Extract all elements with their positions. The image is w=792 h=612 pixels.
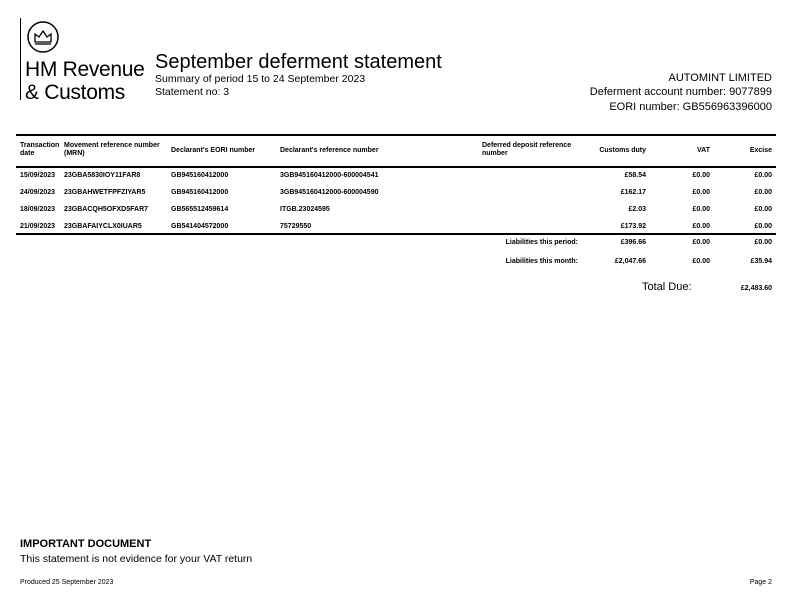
cell-excise: £0.00 [754, 172, 772, 179]
month-label: Liabilities this month: [505, 258, 578, 265]
col-vat: VAT [697, 147, 710, 154]
vat-note: This statement is not evidence for your VAT return [20, 553, 253, 565]
col-mrn: Movement reference number (MRN) [64, 142, 160, 157]
logo-line2: & Customs [25, 81, 125, 104]
period-vat: £0.00 [692, 239, 710, 246]
col-deferred-ref: Deferred deposit reference number [482, 142, 572, 157]
cell-date: 15/09/2023 [20, 172, 56, 179]
cell-eori: GB541404572000 [171, 223, 229, 230]
cell-vat: £0.00 [692, 172, 710, 179]
col-customs: Customs duty [599, 147, 646, 154]
col-decl-ref: Declarant's reference number [280, 147, 379, 154]
cell-customs: £162.17 [620, 189, 646, 196]
cell-excise: £0.00 [754, 223, 772, 230]
total-due: £2,483.60 [740, 285, 772, 292]
cell-excise: £0.00 [754, 189, 772, 196]
cell-vat: £0.00 [692, 189, 710, 196]
divider [16, 134, 776, 136]
cell-customs: £2.03 [628, 206, 646, 213]
cell-customs: £58.54 [624, 172, 646, 179]
cell-date: 24/09/2023 [20, 189, 56, 196]
important-heading: IMPORTANT DOCUMENT [20, 538, 152, 550]
cell-excise: £0.00 [754, 206, 772, 213]
month-vat: £0.00 [692, 258, 710, 265]
period-summary: Summary of period 15 to 24 September 2023 [155, 73, 366, 85]
cell-decl-ref: 75729550 [280, 223, 312, 230]
statement-number: Statement no: 3 [155, 86, 230, 98]
month-excise: £35.94 [750, 258, 772, 265]
cell-vat: £0.00 [692, 206, 710, 213]
cell-mrn: 23GBAFAIYCLX0IUAR5 [64, 223, 142, 230]
period-customs: £396.66 [620, 239, 646, 246]
logo-rule [20, 18, 21, 100]
eori-number: EORI number: GB556963396000 [609, 101, 772, 113]
royal-crest-icon [26, 20, 60, 54]
divider [16, 233, 776, 235]
divider [16, 166, 776, 168]
company-name: AUTOMINT LIMITED [668, 72, 772, 84]
cell-mrn: 23GBAHWETFPFZIYAR5 [64, 189, 146, 196]
cell-decl-ref: ITGB.23024595 [280, 206, 330, 213]
logo-line1: HM Revenue [25, 58, 145, 81]
page-title: September deferment statement [155, 51, 442, 73]
cell-date: 18/09/2023 [20, 206, 56, 213]
month-customs: £2,047.66 [614, 258, 646, 265]
page-number: Page 2 [749, 579, 772, 586]
cell-eori: GB945160412000 [171, 172, 229, 179]
col-excise: Excise [749, 147, 772, 154]
cell-eori: GB945160412000 [171, 189, 229, 196]
period-excise: £0.00 [754, 239, 772, 246]
cell-mrn: 23GBACQH5OFXD5FAR7 [64, 206, 149, 213]
cell-mrn: 23GBA5830IOY11FAR8 [64, 172, 141, 179]
cell-vat: £0.00 [692, 223, 710, 230]
cell-customs: £173.92 [620, 223, 646, 230]
col-eori: Declarant's EORI number [171, 147, 256, 154]
cell-date: 21/09/2023 [20, 223, 56, 230]
cell-decl-ref: 3GB945160412000-600004541 [280, 172, 379, 179]
produced-date: Produced 25 September 2023 [20, 579, 114, 586]
period-label: Liabilities this period: [505, 239, 578, 246]
cell-eori: GB565512459614 [171, 206, 229, 213]
total-label: Total Due: [642, 281, 692, 293]
col-date: Transaction date [20, 142, 60, 157]
deferment-account: Deferment account number: 9077899 [589, 86, 772, 98]
cell-decl-ref: 3GB945160412000-600004590 [280, 189, 379, 196]
